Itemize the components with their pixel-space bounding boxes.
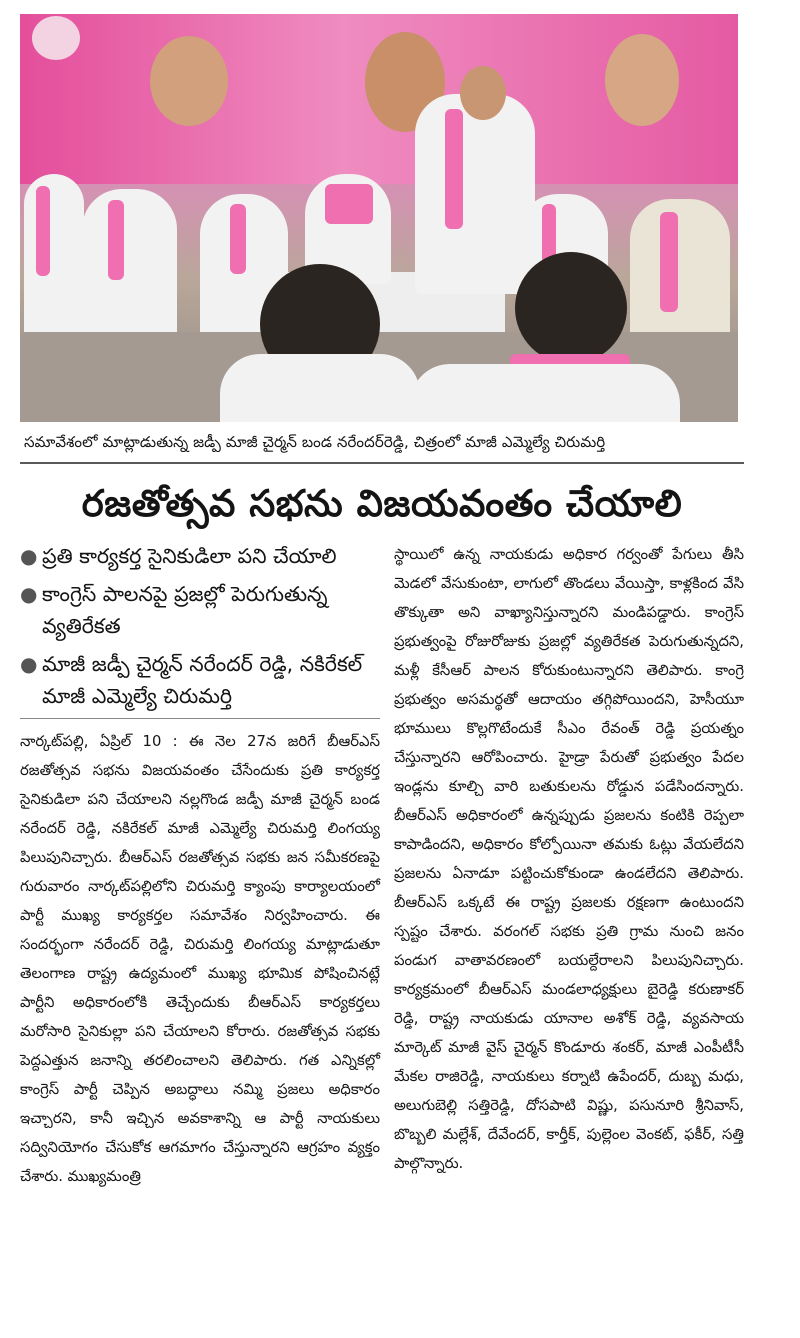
news-photo bbox=[20, 14, 738, 422]
highlight-bullet: ● కాంగ్రెస్ పాలనపై ప్రజల్లో పెరుగుతున్న వ్యతిరేకత bbox=[20, 578, 380, 642]
pink-shawl bbox=[325, 184, 373, 224]
pink-shawl bbox=[108, 200, 124, 280]
bullet-icon: ● bbox=[20, 544, 38, 568]
pink-shawl bbox=[230, 204, 246, 274]
right-column bbox=[394, 540, 744, 1191]
photo-caption: సమావేశంలో మాట్లాడుతున్న జడ్పీ మాజీ చైర్మన్ బండ నరేందర్‌రెడ్డి, చిత్రంలో మాజీ ఎమ్మెల్యే చిరుమర్తి bbox=[20, 430, 744, 464]
left-column bbox=[20, 540, 380, 1191]
speaker bbox=[415, 94, 535, 294]
article-columns bbox=[20, 540, 744, 1191]
audience-head-2 bbox=[515, 252, 627, 364]
pink-shawl bbox=[660, 212, 678, 312]
article-body-right: స్థాయిలో ఉన్న నాయకుడు అధికార గర్వంతో పేగులు తీసి మెడలో వేసుకుంటా, లాగులో తొండలు వేయిస్తా, కాళ్లకింద వేసి తొక్కుతా అని వాఖ్యానిస్తున్నారని మండిపడ్డారు. కాంగ్రెస్ ప్రభుత్వంపై రోజురోజుకు ప్రజల్లో వ్యతిరేకత పెరుగుతున్నదని, మళ్లీ కేసీఆర్ పాలన కోరుకుంటున్నారని తెలిపారు. కాంగ్రె ప్రభుత్వం అసమర్థతో ఆదాయం తగ్గిపోయిందని, హెసీయూ భూములు కొల్లగొటేందుకే సీఎం రేవంత్ రెడ్డి ప్రయత్నం చేస్తున్నారని ఆరోపించారు. హైడ్రా పేరుతో ప్రభుత్వం పేదల ఇండ్లను కూల్చి వారి బతుకులను రోడ్డున పడేసిందన్నారు. బీఆర్ఎస్ అధికారంలో ఉన్నప్పుడు ప్రజలను కంటికి రెప్పలా కాపాడిందని, అధికారం కోల్పోయినా తమకు ఓట్లు వేయలేదని ప్రజలను ఏనాడూ పట్టించుకోకుండా ఉండలేదని తెలిపారు. బీఆర్ఎస్ ఒక్కటే ఈ రాష్ట్ర ప్రజలకు రక్షణగా ఉంటుందని స్పష్టం చేశారు. వరంగల్ సభకు ప్రతి గ్రామ నుంచి జనం పండుగ వాతావరణంలో బయల్దేరాలని పిలుపునిచ్చారు. కార్యక్రమంలో బీఆర్ఎస్ మండలాధ్యక్షులు బైరెడ్డి కరుణాకర్ రెడ్డి, రాష్ట్ర నాయకుడు యానాల అశోక్ రెడ్డి, వ్యవసాయ మార్కెట్ మాజీ వైస్ చైర్మన్ కొండూరు శంకర్, మాజీ ఎంపీటీసీ మేకల రాజిరెడ్డి, నాయకులు కర్నాటి ఉపేందర్, దుబ్బ మధు, అలుగుబెల్లి సత్తిరెడ్డి, దోసపాటి విష్ణు, పసునూరి శ్రీనివాస్, బొబ్బలి మల్లేశ్, దేవేందర్, కార్తీక్, పుల్లెంల వెంకట్, ఫకీర్, సత్తి పాల్గొన్నారు. bbox=[393, 546, 744, 1172]
pink-shawl bbox=[36, 186, 50, 276]
headline: రజతోత్సవ సభను విజయవంతం చేయాలి bbox=[81, 482, 683, 525]
article-body-left: నార్కట్‌పల్లి, ఏప్రిల్ 10 : ఈ నెల 27న జరిగే బీఆర్ఎస్ రజతోత్సవ సభను విజయవంతం చేసేందుకు ప్రతి కార్యకర్త సైనికుడిలా పని చేయాలని నల్లగొండ జడ్పీ మాజీ చైర్మన్ బండ నరేందర్ రెడ్డి, నకిరేకల్ మాజీ ఎమ్మెల్యే చిరుమర్తి లింగయ్య పిలుపునిచ్చారు. బీఆర్ఎస్ రజతోత్సవ సభకు జన సమీకరణపై గురువారం నార్కట్‌పల్లిలోని చిరుమర్తి క్యాంపు కార్యాలయంలో పార్టీ ముఖ్య కార్యకర్తల సమావేశం నిర్వహించారు. ఈ సందర్భంగా నరేందర్ రెడ్డి, చిరుమర్తి లింగయ్య మాట్లాడుతూ తెలంగాణ రాష్ట్ర ఉద్యమంలో ముఖ్య భూమిక పోషించినట్లే పార్టీని అధికారంలోకి తెచ్చేందుకు బీఆర్ఎస్ కార్యకర్తలు మరోసారి సైనికుల్లా పని చేయాలని కోరారు. రజతోత్సవ సభకు పెద్దఎత్తున జనాన్ని తరలించాలని తెలిపారు. గత ఎన్నికల్లో కాంగ్రెస్ పార్టీ చెప్పిన అబద్ధాలు నమ్మి ప్రజలు అధికారం ఇచ్చారని, కానీ ఇచ్చిన అవకాశాన్ని ఆ పార్టీ నాయకులు సద్వినియోగం చేసుకోక ఆగమాగం చేస్తున్నారని ఆగ్రహం వ్యక్తం చేశారు. ముఖ్యమంత్రి bbox=[20, 733, 380, 1185]
highlight-bullet: ● ప్రతి కార్యకర్త సైనికుడిలా పని చేయాలి bbox=[20, 540, 380, 572]
speaker-face bbox=[460, 66, 506, 120]
banner-portrait-right bbox=[605, 34, 679, 126]
divider bbox=[20, 718, 380, 719]
banner-logo bbox=[32, 16, 80, 60]
bullet-icon: ● bbox=[20, 582, 38, 606]
audience-member-2 bbox=[410, 364, 680, 422]
highlight-bullet: ● మాజీ జడ్పీ చైర్మన్ నరేందర్ రెడ్డి, నకిరేకల్ మాజీ ఎమ్మెల్యే చిరుమర్తి bbox=[20, 648, 380, 712]
banner-portrait-left bbox=[150, 36, 228, 126]
audience-member-1 bbox=[220, 354, 420, 422]
pink-shawl bbox=[445, 109, 463, 229]
bullet-icon: ● bbox=[20, 652, 38, 676]
news-clipping bbox=[20, 14, 744, 1191]
